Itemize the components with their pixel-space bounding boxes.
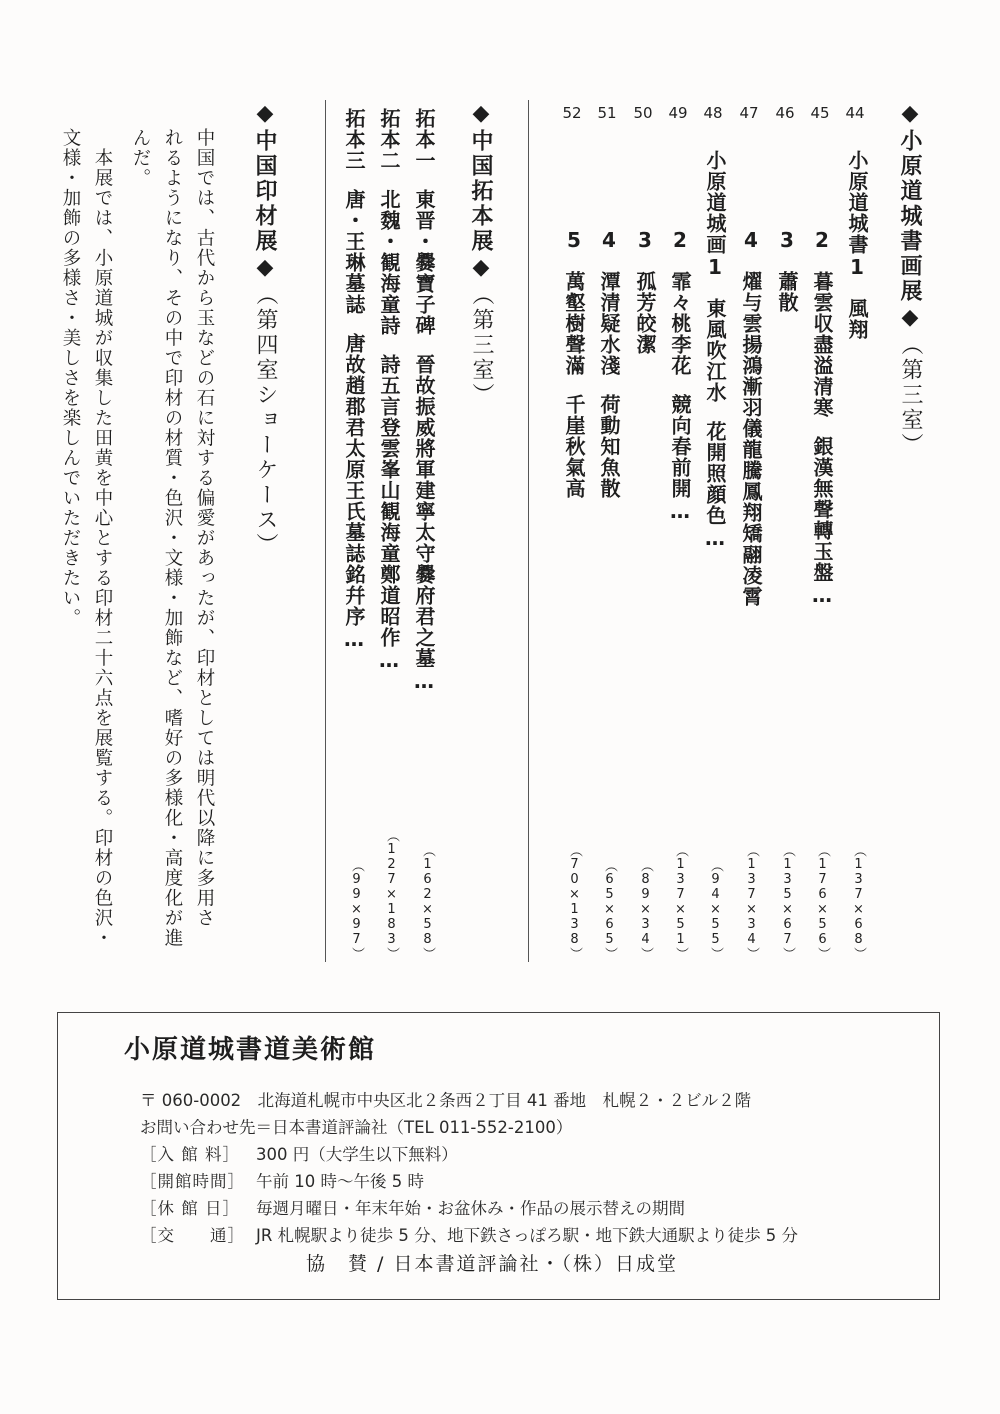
item-title: 東風吹江水	[703, 298, 727, 403]
item-extra: 千崖秋氣高	[562, 394, 586, 499]
item-extra: 競向春前開…	[668, 394, 692, 524]
rubbing-size: （127×183）	[384, 829, 399, 960]
list-item	[375, 108, 404, 673]
info-label: ［交 通］	[140, 1226, 245, 1245]
paragraph-line: んだ。	[130, 128, 152, 188]
museum-name: 小原道城書道美術館	[124, 1035, 377, 1065]
item-title: 孤芳皎潔	[633, 271, 657, 355]
list-item	[560, 228, 589, 499]
item-size: （89×34）	[638, 859, 653, 960]
item-subnum: 3	[633, 228, 657, 253]
museum-info-box	[57, 1012, 940, 1300]
item-title: 暮雲収盡溢清寒	[810, 271, 834, 418]
list-item	[773, 228, 802, 313]
rubbing-label: 拓本三	[342, 108, 366, 171]
info-label: ［開館時間］	[140, 1172, 245, 1191]
sponsor: 協 賛 / 日本書道評論社・（株）日成堂	[306, 1253, 678, 1275]
item-number: 49	[668, 104, 688, 122]
rubbing-period: 唐・王琳墓誌	[342, 189, 366, 315]
item-category: 小原道城書1	[845, 150, 869, 280]
item-number: 46	[775, 104, 795, 122]
item-extra: 銀漢無聲轉玉盤…	[810, 436, 834, 608]
rubbing-label: 拓本二	[377, 108, 401, 171]
rubbing-period: 北魏・観海童詩	[377, 189, 401, 336]
list-item	[631, 228, 660, 355]
section1-title	[895, 100, 926, 458]
item-size: （137×51）	[673, 844, 688, 960]
section3-room: （第四室ショーケース）	[253, 283, 278, 558]
item-title: 蕭散	[775, 271, 799, 313]
section2-room: （第三室）	[469, 283, 494, 408]
rubbing-period: 東晋・爨寶子碑	[412, 189, 436, 336]
info-value: 午前 10 時〜午後 5 時	[256, 1172, 424, 1191]
item-subnum: 1	[703, 255, 727, 280]
divider	[325, 100, 326, 962]
list-item	[595, 228, 624, 499]
info-row	[140, 1168, 424, 1192]
info-value: 毎週月曜日・年末年始・お盆休み・作品の展示替えの期間	[256, 1199, 685, 1218]
list-item	[410, 108, 439, 694]
rubbing-text: 詩五言登雲峯山観海童鄭道昭作…	[377, 354, 401, 673]
address: 〒 060-0002 北海道札幌市中央区北２条西２丁目 41 番地 札幌２・２ビル２階	[140, 1091, 752, 1110]
info-row	[140, 1195, 685, 1219]
rubbing-size: （99×97）	[349, 859, 364, 960]
item-category: 小原道城画	[703, 150, 727, 255]
item-title: 風翔	[845, 298, 869, 340]
item-size: （137×68）	[851, 844, 866, 960]
section1-title-text: ◆小原道城書画展◆	[897, 100, 923, 333]
paragraph-line: 中国では、古代から玉などの石に対する偏愛があったが、印材としては明代以降に多用さ	[194, 128, 216, 928]
divider	[528, 100, 529, 962]
item-number: 52	[562, 104, 582, 122]
item-subnum: 2	[810, 228, 834, 253]
info-row	[140, 1141, 458, 1165]
item-title: 潭清疑水淺	[597, 271, 621, 376]
item-number: 44	[845, 104, 865, 122]
item-size: （137×34）	[744, 844, 759, 960]
item-title: 霏々桃李花	[668, 271, 692, 376]
item-number: 47	[739, 104, 759, 122]
contact: お問い合わせ先＝日本書道評論社（TEL 011-552-2100）	[140, 1118, 573, 1137]
section2-title-text: ◆中国拓本展◆	[468, 100, 494, 283]
list-item	[340, 108, 369, 652]
list-item	[666, 228, 695, 524]
item-extra: 荷動知魚散	[597, 394, 621, 499]
rubbing-text: 唐故趙郡君太原王氏墓誌銘幷序…	[342, 333, 366, 652]
item-size: （94×55）	[708, 859, 723, 960]
list-item	[843, 150, 872, 340]
info-row	[140, 1222, 798, 1246]
section3-title-text: ◆中国印材展◆	[252, 100, 278, 283]
paragraph-line: 文様・加飾の多様さ・美しさを楽しんでいただきたい。	[60, 128, 82, 628]
rubbing-text: 晉故振威將軍建寧太守爨府君之墓…	[412, 354, 436, 694]
info-label: ［休 館 日］	[140, 1199, 240, 1218]
item-extra: 花開照顔色…	[703, 421, 727, 551]
info-value: 300 円（大学生以下無料）	[256, 1145, 458, 1164]
item-size: （70×138）	[567, 844, 582, 960]
item-subnum: 4	[597, 228, 621, 253]
info-value: JR 札幌駅より徒歩 5 分、地下鉄さっぽろ駅・地下鉄大通駅より徒歩 5 分	[256, 1226, 799, 1245]
item-size: （135×67）	[780, 844, 795, 960]
list-item	[808, 228, 837, 608]
item-size: （176×56）	[815, 844, 830, 960]
item-size: （65×65）	[602, 859, 617, 960]
paragraph-line: れるようになり、その中で印材の材質・色沢・文様・加飾など、嗜好の多様化・高度化が進	[162, 128, 184, 948]
item-number: 45	[810, 104, 830, 122]
section1-room: （第三室）	[898, 333, 923, 458]
list-item	[737, 228, 766, 607]
section3-title	[250, 100, 281, 558]
info-label: ［入 館 料］	[140, 1145, 240, 1164]
item-subnum: 5	[562, 228, 586, 253]
paragraph-line: 本展では、小原道城が収集した田黄を中心とする印材二十六点を展覧する。印材の色沢・	[92, 148, 114, 948]
item-subnum: 2	[668, 228, 692, 253]
item-subnum: 3	[775, 228, 799, 253]
list-item	[701, 150, 730, 551]
item-subnum: 4	[739, 228, 763, 253]
item-number: 48	[703, 104, 723, 122]
item-number: 50	[633, 104, 653, 122]
item-title: 燿与雲揚鴻漸羽儀龍騰鳳翔矯翮凌霄	[739, 271, 763, 607]
rubbing-size: （162×58）	[420, 844, 435, 960]
rubbing-label: 拓本一	[412, 108, 436, 171]
section2-title	[466, 100, 497, 408]
item-title: 萬壑樹聲滿	[562, 271, 586, 376]
item-number: 51	[597, 104, 617, 122]
